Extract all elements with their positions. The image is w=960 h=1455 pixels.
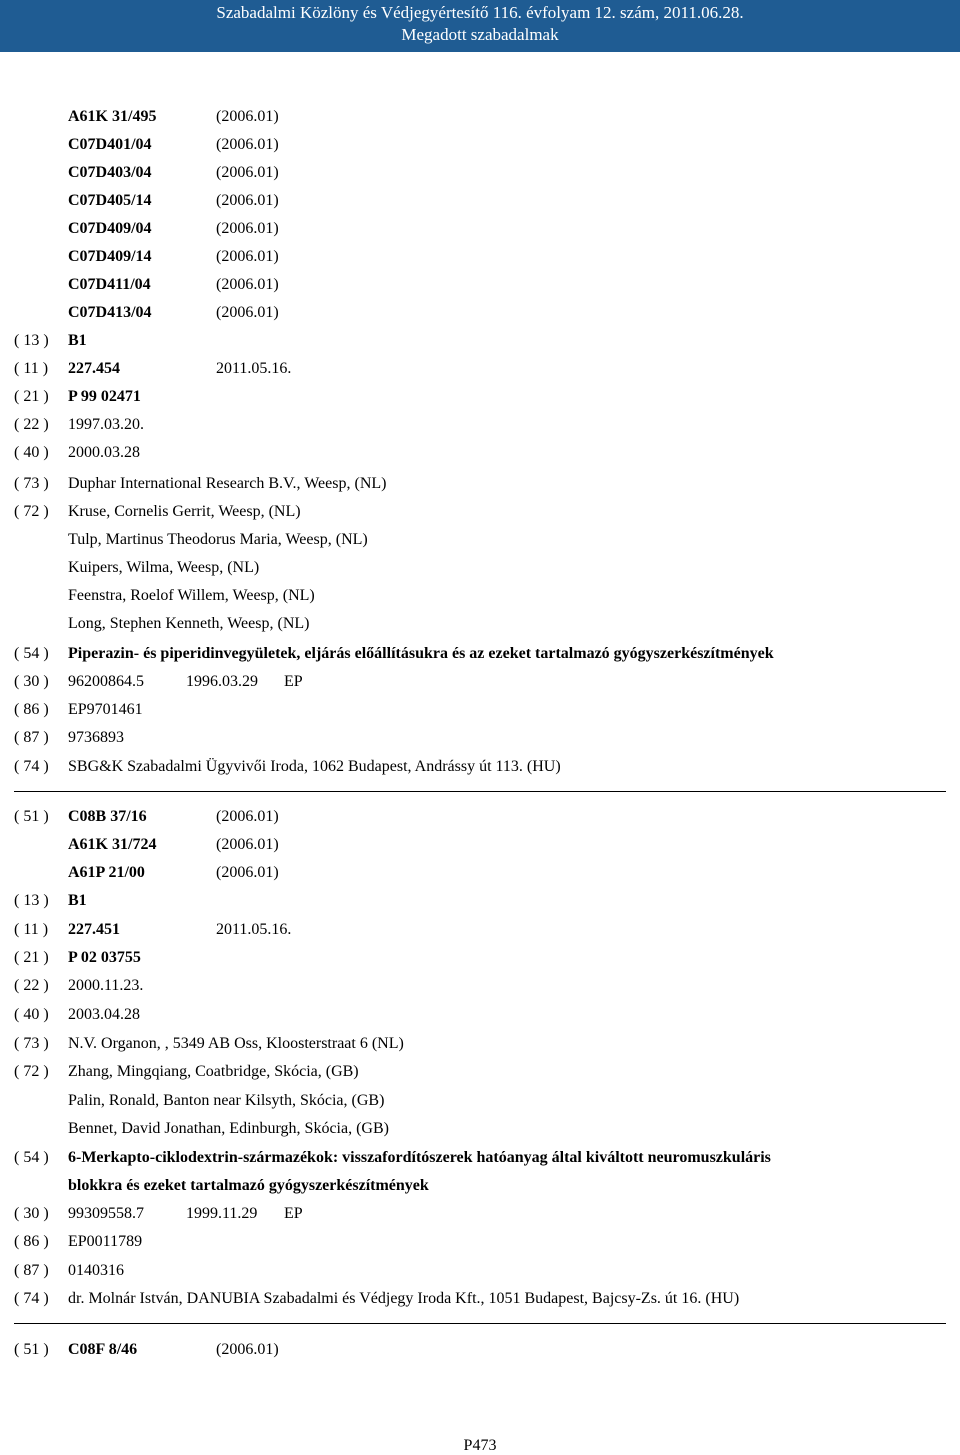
field-code: ( 21 ) (14, 388, 49, 405)
patent-number: 227.451 (68, 921, 120, 938)
inventor: Kruse, Cornelis Gerrit, Weesp, (NL) (68, 503, 301, 520)
inventor: Feenstra, Roelof Willem, Weesp, (NL) (68, 587, 315, 604)
field-code: ( 54 ) (14, 1149, 49, 1166)
field-code: ( 86 ) (14, 701, 49, 718)
ipc-date: (2006.01) (216, 864, 279, 881)
field-code: ( 73 ) (14, 1035, 49, 1052)
priority-country: EP (284, 673, 303, 690)
ipc-code: C07D413/04 (68, 304, 152, 321)
patent-number: 227.454 (68, 360, 120, 377)
inventor: Palin, Ronald, Banton near Kilsyth, Skócia, (GB) (68, 1092, 385, 1109)
ipc-date: (2006.01) (216, 836, 279, 853)
application-number: P 02 03755 (68, 949, 141, 966)
ipc-code: C07D409/04 (68, 220, 152, 237)
representative: dr. Molnár István, DANUBIA Szabadalmi és Védjegy Iroda Kft., 1051 Budapest, Bajcsy-Zs. út 16. (HU) (68, 1290, 740, 1307)
field-code: ( 74 ) (14, 1290, 49, 1307)
invention-title-line2: blokkra és ezeket tartalmazó gyógyszerkészítmények (68, 1177, 429, 1194)
field-code: ( 40 ) (14, 1006, 49, 1023)
field-code: ( 22 ) (14, 416, 49, 433)
representative: SBG&K Szabadalmi Ügyvivői Iroda, 1062 Budapest, Andrássy út 113. (HU) (68, 758, 561, 775)
journal-title: Szabadalmi Közlöny és Védjegyértesítő 116. évfolyam 12. szám, 2011.06.28. (216, 3, 744, 22)
grant-date: 2011.05.16. (216, 360, 292, 377)
priority-number: 96200864.5 (68, 673, 144, 690)
ipc-code: C07D405/14 (68, 192, 152, 209)
ipc-code: C07D401/04 (68, 136, 152, 153)
international-application: EP0011789 (68, 1233, 143, 1250)
ipc-date: (2006.01) (216, 248, 279, 265)
grant-date: 2011.05.16. (216, 921, 292, 938)
ipc-date: (2006.01) (216, 136, 279, 153)
priority-date: 1999.11.29 (186, 1205, 258, 1222)
field-code: ( 86 ) (14, 1233, 49, 1250)
priority-country: EP (284, 1205, 303, 1222)
ipc-code: A61P 21/00 (68, 864, 145, 881)
inventor: Bennet, David Jonathan, Edinburgh, Skócia, (GB) (68, 1120, 389, 1137)
ipc-code: C07D403/04 (68, 164, 152, 181)
field-code: ( 21 ) (14, 949, 49, 966)
field-code: ( 54 ) (14, 645, 49, 662)
international-publication: 9736893 (68, 729, 124, 746)
entry-separator (14, 1323, 946, 1324)
ipc-date: (2006.01) (216, 108, 279, 125)
patent-owner: N.V. Organon, , 5349 AB Oss, Kloosterstraat 6 (NL) (68, 1035, 404, 1052)
document-kind: B1 (68, 332, 87, 349)
field-code: ( 73 ) (14, 475, 49, 492)
priority-date: 1996.03.29 (186, 673, 258, 690)
field-code: ( 40 ) (14, 444, 49, 461)
field-code: ( 87 ) (14, 1262, 49, 1279)
ipc-date: (2006.01) (216, 220, 279, 237)
field-code: ( 51 ) (14, 808, 49, 825)
invention-title: Piperazin- és piperidinvegyületek, eljárás előállításukra és az ezeket tartalmazó gyógyszerkészítmények (68, 645, 774, 662)
publication-date: 2003.04.28 (68, 1006, 140, 1023)
field-code: ( 30 ) (14, 673, 49, 690)
ipc-date: (2006.01) (216, 276, 279, 293)
inventor: Kuipers, Wilma, Weesp, (NL) (68, 559, 260, 576)
filing-date: 2000.11.23. (68, 977, 144, 994)
entry-separator (14, 791, 946, 792)
field-code: ( 74 ) (14, 758, 49, 775)
ipc-code: C08B 37/16 (68, 808, 147, 825)
field-code: ( 87 ) (14, 729, 49, 746)
international-application: EP9701461 (68, 701, 143, 718)
ipc-date: (2006.01) (216, 304, 279, 321)
field-code: ( 72 ) (14, 1063, 49, 1080)
ipc-date: (2006.01) (216, 808, 279, 825)
ipc-code: C07D411/04 (68, 276, 151, 293)
priority-number: 99309558.7 (68, 1205, 144, 1222)
field-code: ( 11 ) (14, 360, 49, 377)
field-code: ( 51 ) (14, 1341, 49, 1358)
field-code: ( 13 ) (14, 892, 49, 909)
inventor: Tulp, Martinus Theodorus Maria, Weesp, (NL) (68, 531, 368, 548)
field-code: ( 30 ) (14, 1205, 49, 1222)
field-code: ( 72 ) (14, 503, 49, 520)
ipc-code: A61K 31/724 (68, 836, 157, 853)
field-code: ( 22 ) (14, 977, 49, 994)
field-code: ( 13 ) (14, 332, 49, 349)
application-number: P 99 02471 (68, 388, 141, 405)
patent-owner: Duphar International Research B.V., Weesp, (NL) (68, 475, 387, 492)
filing-date: 1997.03.20. (68, 416, 144, 433)
inventor: Zhang, Mingqiang, Coatbridge, Skócia, (GB) (68, 1063, 359, 1080)
section-title: Megadott szabadalmak (401, 25, 559, 44)
ipc-date: (2006.01) (216, 1341, 279, 1358)
ipc-code: C07D409/14 (68, 248, 152, 265)
ipc-date: (2006.01) (216, 192, 279, 209)
document-kind: B1 (68, 892, 87, 909)
page-number: P473 (463, 1437, 497, 1454)
publication-date: 2000.03.28 (68, 444, 140, 461)
ipc-code: A61K 31/495 (68, 108, 157, 125)
invention-title: 6-Merkapto-ciklodextrin-származékok: visszafordítószerek hatóanyag által kiváltott neuromuszkuláris (68, 1149, 771, 1166)
field-code: ( 11 ) (14, 921, 49, 938)
ipc-code: C08F 8/46 (68, 1341, 138, 1358)
international-publication: 0140316 (68, 1262, 124, 1279)
ipc-date: (2006.01) (216, 164, 279, 181)
inventor: Long, Stephen Kenneth, Weesp, (NL) (68, 615, 310, 632)
